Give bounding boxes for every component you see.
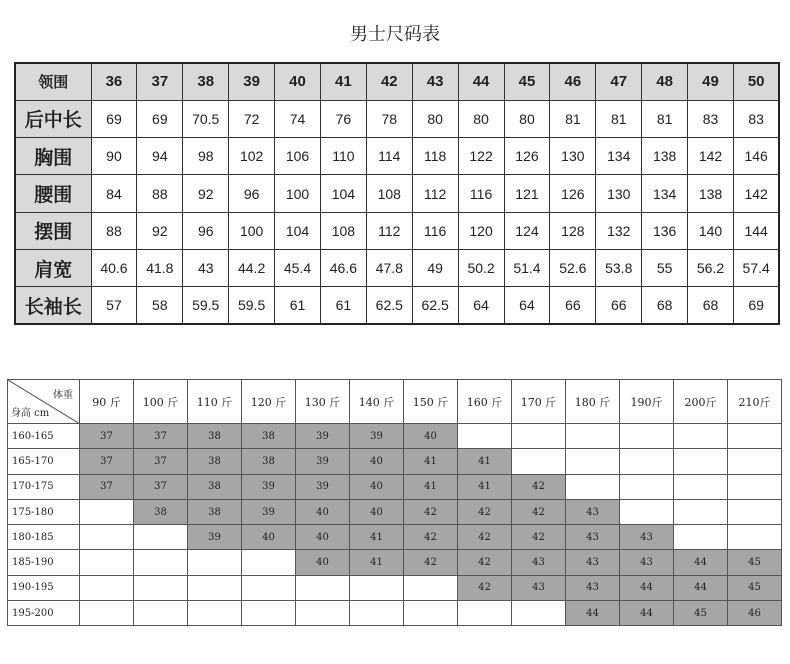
size-cell: 42	[404, 525, 458, 550]
size-cell: 41	[458, 449, 512, 474]
measure-cell: 116	[412, 212, 458, 249]
height-label: 175-180	[8, 499, 80, 524]
measure-cell: 96	[183, 212, 229, 249]
size-cell: 39	[242, 499, 296, 524]
measure-cell: 40.6	[91, 249, 137, 286]
empty-cell	[80, 575, 134, 600]
measure-cell: 102	[229, 138, 275, 175]
height-row	[8, 424, 782, 449]
empty-cell	[458, 424, 512, 449]
measure-row	[15, 249, 779, 286]
size-header-cell: 46	[550, 63, 596, 100]
empty-cell	[620, 499, 674, 524]
size-cell: 38	[188, 424, 242, 449]
empty-cell	[134, 550, 188, 575]
empty-cell	[404, 575, 458, 600]
size-cell: 41	[350, 525, 404, 550]
measure-cell: 66	[596, 287, 642, 324]
size-cell: 37	[134, 474, 188, 499]
measure-cell: 49	[412, 249, 458, 286]
empty-cell	[350, 601, 404, 626]
size-cell: 39	[296, 424, 350, 449]
size-header-cell: 48	[642, 63, 688, 100]
empty-cell	[728, 424, 782, 449]
size-header-cell: 40	[275, 63, 321, 100]
measure-cell: 72	[229, 100, 275, 137]
size-cell: 40	[296, 550, 350, 575]
size-cell: 42	[512, 525, 566, 550]
size-header-cell: 44	[458, 63, 504, 100]
weight-header-cell: 210斤	[728, 380, 782, 424]
size-cell: 38	[134, 499, 188, 524]
size-cell: 37	[134, 424, 188, 449]
size-cell: 44	[566, 601, 620, 626]
measure-cell: 41.8	[137, 249, 183, 286]
weight-header-cell: 130 斤	[296, 380, 350, 424]
corner-cell	[8, 380, 80, 424]
measure-cell: 136	[642, 212, 688, 249]
measure-cell: 100	[229, 212, 275, 249]
size-cell: 40	[242, 525, 296, 550]
size-header-cell: 43	[412, 63, 458, 100]
measure-cell: 128	[550, 212, 596, 249]
measure-cell: 78	[366, 100, 412, 137]
empty-cell	[512, 449, 566, 474]
empty-cell	[188, 601, 242, 626]
measure-cell: 90	[91, 138, 137, 175]
size-cell: 43	[566, 525, 620, 550]
measure-cell: 80	[458, 100, 504, 137]
measure-cell: 76	[320, 100, 366, 137]
size-header-cell: 41	[320, 63, 366, 100]
measure-cell: 110	[320, 138, 366, 175]
measure-cell: 59.5	[229, 287, 275, 324]
size-cell: 43	[620, 550, 674, 575]
measure-cell: 88	[137, 175, 183, 212]
size-cell: 43	[512, 550, 566, 575]
size-cell: 40	[404, 424, 458, 449]
empty-cell	[296, 575, 350, 600]
empty-cell	[728, 525, 782, 550]
measure-cell: 57	[91, 287, 137, 324]
size-cell: 45	[728, 575, 782, 600]
size-header-cell: 49	[688, 63, 734, 100]
measure-cell: 120	[458, 212, 504, 249]
empty-cell	[404, 601, 458, 626]
empty-cell	[242, 550, 296, 575]
size-cell: 41	[404, 449, 458, 474]
size-cell: 40	[296, 525, 350, 550]
measure-cell: 118	[412, 138, 458, 175]
empty-cell	[728, 449, 782, 474]
measure-cell: 100	[275, 175, 321, 212]
size-cell: 40	[350, 474, 404, 499]
size-cell: 39	[296, 449, 350, 474]
measure-cell: 61	[320, 287, 366, 324]
size-cell: 42	[458, 499, 512, 524]
measure-cell: 104	[320, 175, 366, 212]
measure-cell: 68	[642, 287, 688, 324]
size-cell: 40	[350, 499, 404, 524]
corner-height-label: 身高 cm	[11, 408, 50, 419]
height-row	[8, 499, 782, 524]
size-cell: 42	[512, 499, 566, 524]
weight-header-cell: 120 斤	[242, 380, 296, 424]
empty-cell	[188, 575, 242, 600]
measure-cell: 124	[504, 212, 550, 249]
empty-cell	[458, 601, 512, 626]
empty-cell	[674, 424, 728, 449]
row-label: 胸围	[15, 138, 91, 175]
row-label: 长袖长	[15, 287, 91, 324]
height-label: 160-165	[8, 424, 80, 449]
empty-cell	[80, 601, 134, 626]
measure-cell: 57.4	[733, 249, 779, 286]
size-cell: 45	[728, 550, 782, 575]
measure-cell: 64	[504, 287, 550, 324]
measure-cell: 83	[688, 100, 734, 137]
measure-cell: 53.8	[596, 249, 642, 286]
measure-cell: 98	[183, 138, 229, 175]
size-header-row	[15, 63, 779, 100]
height-weight-size-table	[7, 379, 782, 626]
weight-header-cell: 100 斤	[134, 380, 188, 424]
page-title: 男士尺码表	[350, 24, 440, 45]
empty-cell	[134, 601, 188, 626]
size-cell: 38	[242, 449, 296, 474]
empty-cell	[674, 499, 728, 524]
empty-cell	[188, 550, 242, 575]
size-cell: 44	[620, 601, 674, 626]
size-header-cell: 36	[91, 63, 137, 100]
size-cell: 38	[242, 424, 296, 449]
empty-cell	[620, 449, 674, 474]
height-row	[8, 449, 782, 474]
size-cell: 42	[512, 474, 566, 499]
measure-cell: 126	[550, 175, 596, 212]
empty-cell	[566, 449, 620, 474]
weight-header-cell: 140 斤	[350, 380, 404, 424]
size-cell: 44	[674, 575, 728, 600]
measure-cell: 55	[642, 249, 688, 286]
measure-row	[15, 138, 779, 175]
empty-cell	[242, 575, 296, 600]
height-label: 170-175	[8, 474, 80, 499]
measure-cell: 121	[504, 175, 550, 212]
measure-cell: 58	[137, 287, 183, 324]
empty-cell	[566, 424, 620, 449]
size-header-cell: 45	[504, 63, 550, 100]
measure-cell: 59.5	[183, 287, 229, 324]
empty-cell	[674, 474, 728, 499]
measure-cell: 130	[550, 138, 596, 175]
measure-cell: 134	[642, 175, 688, 212]
measure-cell: 80	[504, 100, 550, 137]
measure-cell: 61	[275, 287, 321, 324]
size-cell: 43	[512, 575, 566, 600]
measure-cell: 138	[642, 138, 688, 175]
size-header-cell: 50	[733, 63, 779, 100]
measure-cell: 52.6	[550, 249, 596, 286]
measure-cell: 116	[458, 175, 504, 212]
measure-row	[15, 100, 779, 137]
size-cell: 42	[458, 575, 512, 600]
height-row	[8, 550, 782, 575]
weight-header-cell: 190斤	[620, 380, 674, 424]
empty-cell	[80, 550, 134, 575]
size-cell: 37	[134, 449, 188, 474]
empty-cell	[296, 601, 350, 626]
empty-cell	[80, 525, 134, 550]
weight-header-cell: 110 斤	[188, 380, 242, 424]
measure-cell: 108	[320, 212, 366, 249]
weight-header-cell: 200斤	[674, 380, 728, 424]
size-cell: 38	[188, 499, 242, 524]
empty-cell	[512, 424, 566, 449]
measure-cell: 140	[688, 212, 734, 249]
measure-cell: 84	[91, 175, 137, 212]
size-cell: 41	[458, 474, 512, 499]
measure-cell: 70.5	[183, 100, 229, 137]
row-label: 摆围	[15, 212, 91, 249]
measure-cell: 122	[458, 138, 504, 175]
empty-cell	[728, 474, 782, 499]
size-cell: 38	[188, 474, 242, 499]
measure-cell: 81	[642, 100, 688, 137]
measure-cell: 69	[91, 100, 137, 137]
measure-row	[15, 212, 779, 249]
size-cell: 42	[404, 499, 458, 524]
measure-cell: 126	[504, 138, 550, 175]
measure-cell: 92	[183, 175, 229, 212]
size-cell: 39	[188, 525, 242, 550]
size-cell: 43	[566, 575, 620, 600]
size-cell: 45	[674, 601, 728, 626]
row-label-collar: 领围	[15, 63, 91, 100]
size-cell: 40	[296, 499, 350, 524]
measure-cell: 94	[137, 138, 183, 175]
empty-cell	[620, 474, 674, 499]
measure-cell: 62.5	[412, 287, 458, 324]
measure-cell: 56.2	[688, 249, 734, 286]
empty-cell	[80, 499, 134, 524]
height-label: 190-195	[8, 575, 80, 600]
measure-cell: 68	[688, 287, 734, 324]
size-cell: 44	[620, 575, 674, 600]
empty-cell	[134, 525, 188, 550]
weight-header-cell: 160 斤	[458, 380, 512, 424]
size-header-cell: 38	[183, 63, 229, 100]
measure-cell: 81	[596, 100, 642, 137]
measure-cell: 92	[137, 212, 183, 249]
measure-cell: 142	[733, 175, 779, 212]
height-label: 195-200	[8, 601, 80, 626]
empty-cell	[566, 474, 620, 499]
size-header-cell: 39	[229, 63, 275, 100]
measure-row	[15, 175, 779, 212]
size-cell: 39	[296, 474, 350, 499]
height-label: 185-190	[8, 550, 80, 575]
size-cell: 37	[80, 449, 134, 474]
empty-cell	[134, 575, 188, 600]
row-label: 腰围	[15, 175, 91, 212]
size-header-cell: 37	[137, 63, 183, 100]
empty-cell	[350, 575, 404, 600]
size-cell: 41	[404, 474, 458, 499]
size-cell: 39	[242, 474, 296, 499]
measure-cell: 83	[733, 100, 779, 137]
size-cell: 43	[566, 499, 620, 524]
size-cell: 44	[674, 550, 728, 575]
weight-header-cell: 90 斤	[80, 380, 134, 424]
measure-cell: 66	[550, 287, 596, 324]
measure-cell: 43	[183, 249, 229, 286]
measure-cell: 108	[366, 175, 412, 212]
empty-cell	[728, 499, 782, 524]
measure-cell: 69	[137, 100, 183, 137]
size-cell: 37	[80, 474, 134, 499]
measure-cell: 96	[229, 175, 275, 212]
size-header-cell: 42	[366, 63, 412, 100]
weight-header-cell: 150 斤	[404, 380, 458, 424]
empty-cell	[242, 601, 296, 626]
row-label: 后中长	[15, 100, 91, 137]
measure-cell: 69	[733, 287, 779, 324]
measure-cell: 144	[733, 212, 779, 249]
height-row	[8, 575, 782, 600]
measure-cell: 146	[733, 138, 779, 175]
empty-cell	[674, 525, 728, 550]
measure-cell: 50.2	[458, 249, 504, 286]
measure-cell: 104	[275, 212, 321, 249]
size-cell: 40	[350, 449, 404, 474]
size-chart-table	[14, 62, 780, 325]
size-cell: 38	[188, 449, 242, 474]
measure-cell: 46.6	[320, 249, 366, 286]
size-header-cell: 47	[596, 63, 642, 100]
size-cell: 42	[458, 525, 512, 550]
empty-cell	[512, 601, 566, 626]
measure-cell: 134	[596, 138, 642, 175]
measure-cell: 112	[412, 175, 458, 212]
row-label: 肩宽	[15, 249, 91, 286]
measure-cell: 47.8	[366, 249, 412, 286]
measure-cell: 81	[550, 100, 596, 137]
height-row	[8, 525, 782, 550]
corner-weight-label: 体重	[53, 390, 73, 401]
weight-header-cell: 170 斤	[512, 380, 566, 424]
empty-cell	[620, 424, 674, 449]
size-cell: 46	[728, 601, 782, 626]
size-cell: 42	[404, 550, 458, 575]
measure-cell: 112	[366, 212, 412, 249]
measure-cell: 62.5	[366, 287, 412, 324]
size-cell: 39	[350, 424, 404, 449]
height-row	[8, 601, 782, 626]
measure-cell: 64	[458, 287, 504, 324]
measure-cell: 132	[596, 212, 642, 249]
height-row	[8, 474, 782, 499]
weight-header-row	[8, 380, 782, 424]
empty-cell	[674, 449, 728, 474]
height-label: 180-185	[8, 525, 80, 550]
measure-cell: 138	[688, 175, 734, 212]
height-label: 165-170	[8, 449, 80, 474]
measure-cell: 51.4	[504, 249, 550, 286]
measure-cell: 45.4	[275, 249, 321, 286]
size-cell: 37	[80, 424, 134, 449]
measure-cell: 130	[596, 175, 642, 212]
measure-row	[15, 287, 779, 324]
measure-cell: 44.2	[229, 249, 275, 286]
size-cell: 41	[350, 550, 404, 575]
size-cell: 43	[620, 525, 674, 550]
measure-cell: 74	[275, 100, 321, 137]
size-cell: 42	[458, 550, 512, 575]
measure-cell: 114	[366, 138, 412, 175]
measure-cell: 142	[688, 138, 734, 175]
measure-cell: 106	[275, 138, 321, 175]
measure-cell: 88	[91, 212, 137, 249]
size-cell: 43	[566, 550, 620, 575]
weight-header-cell: 180 斤	[566, 380, 620, 424]
measure-cell: 80	[412, 100, 458, 137]
